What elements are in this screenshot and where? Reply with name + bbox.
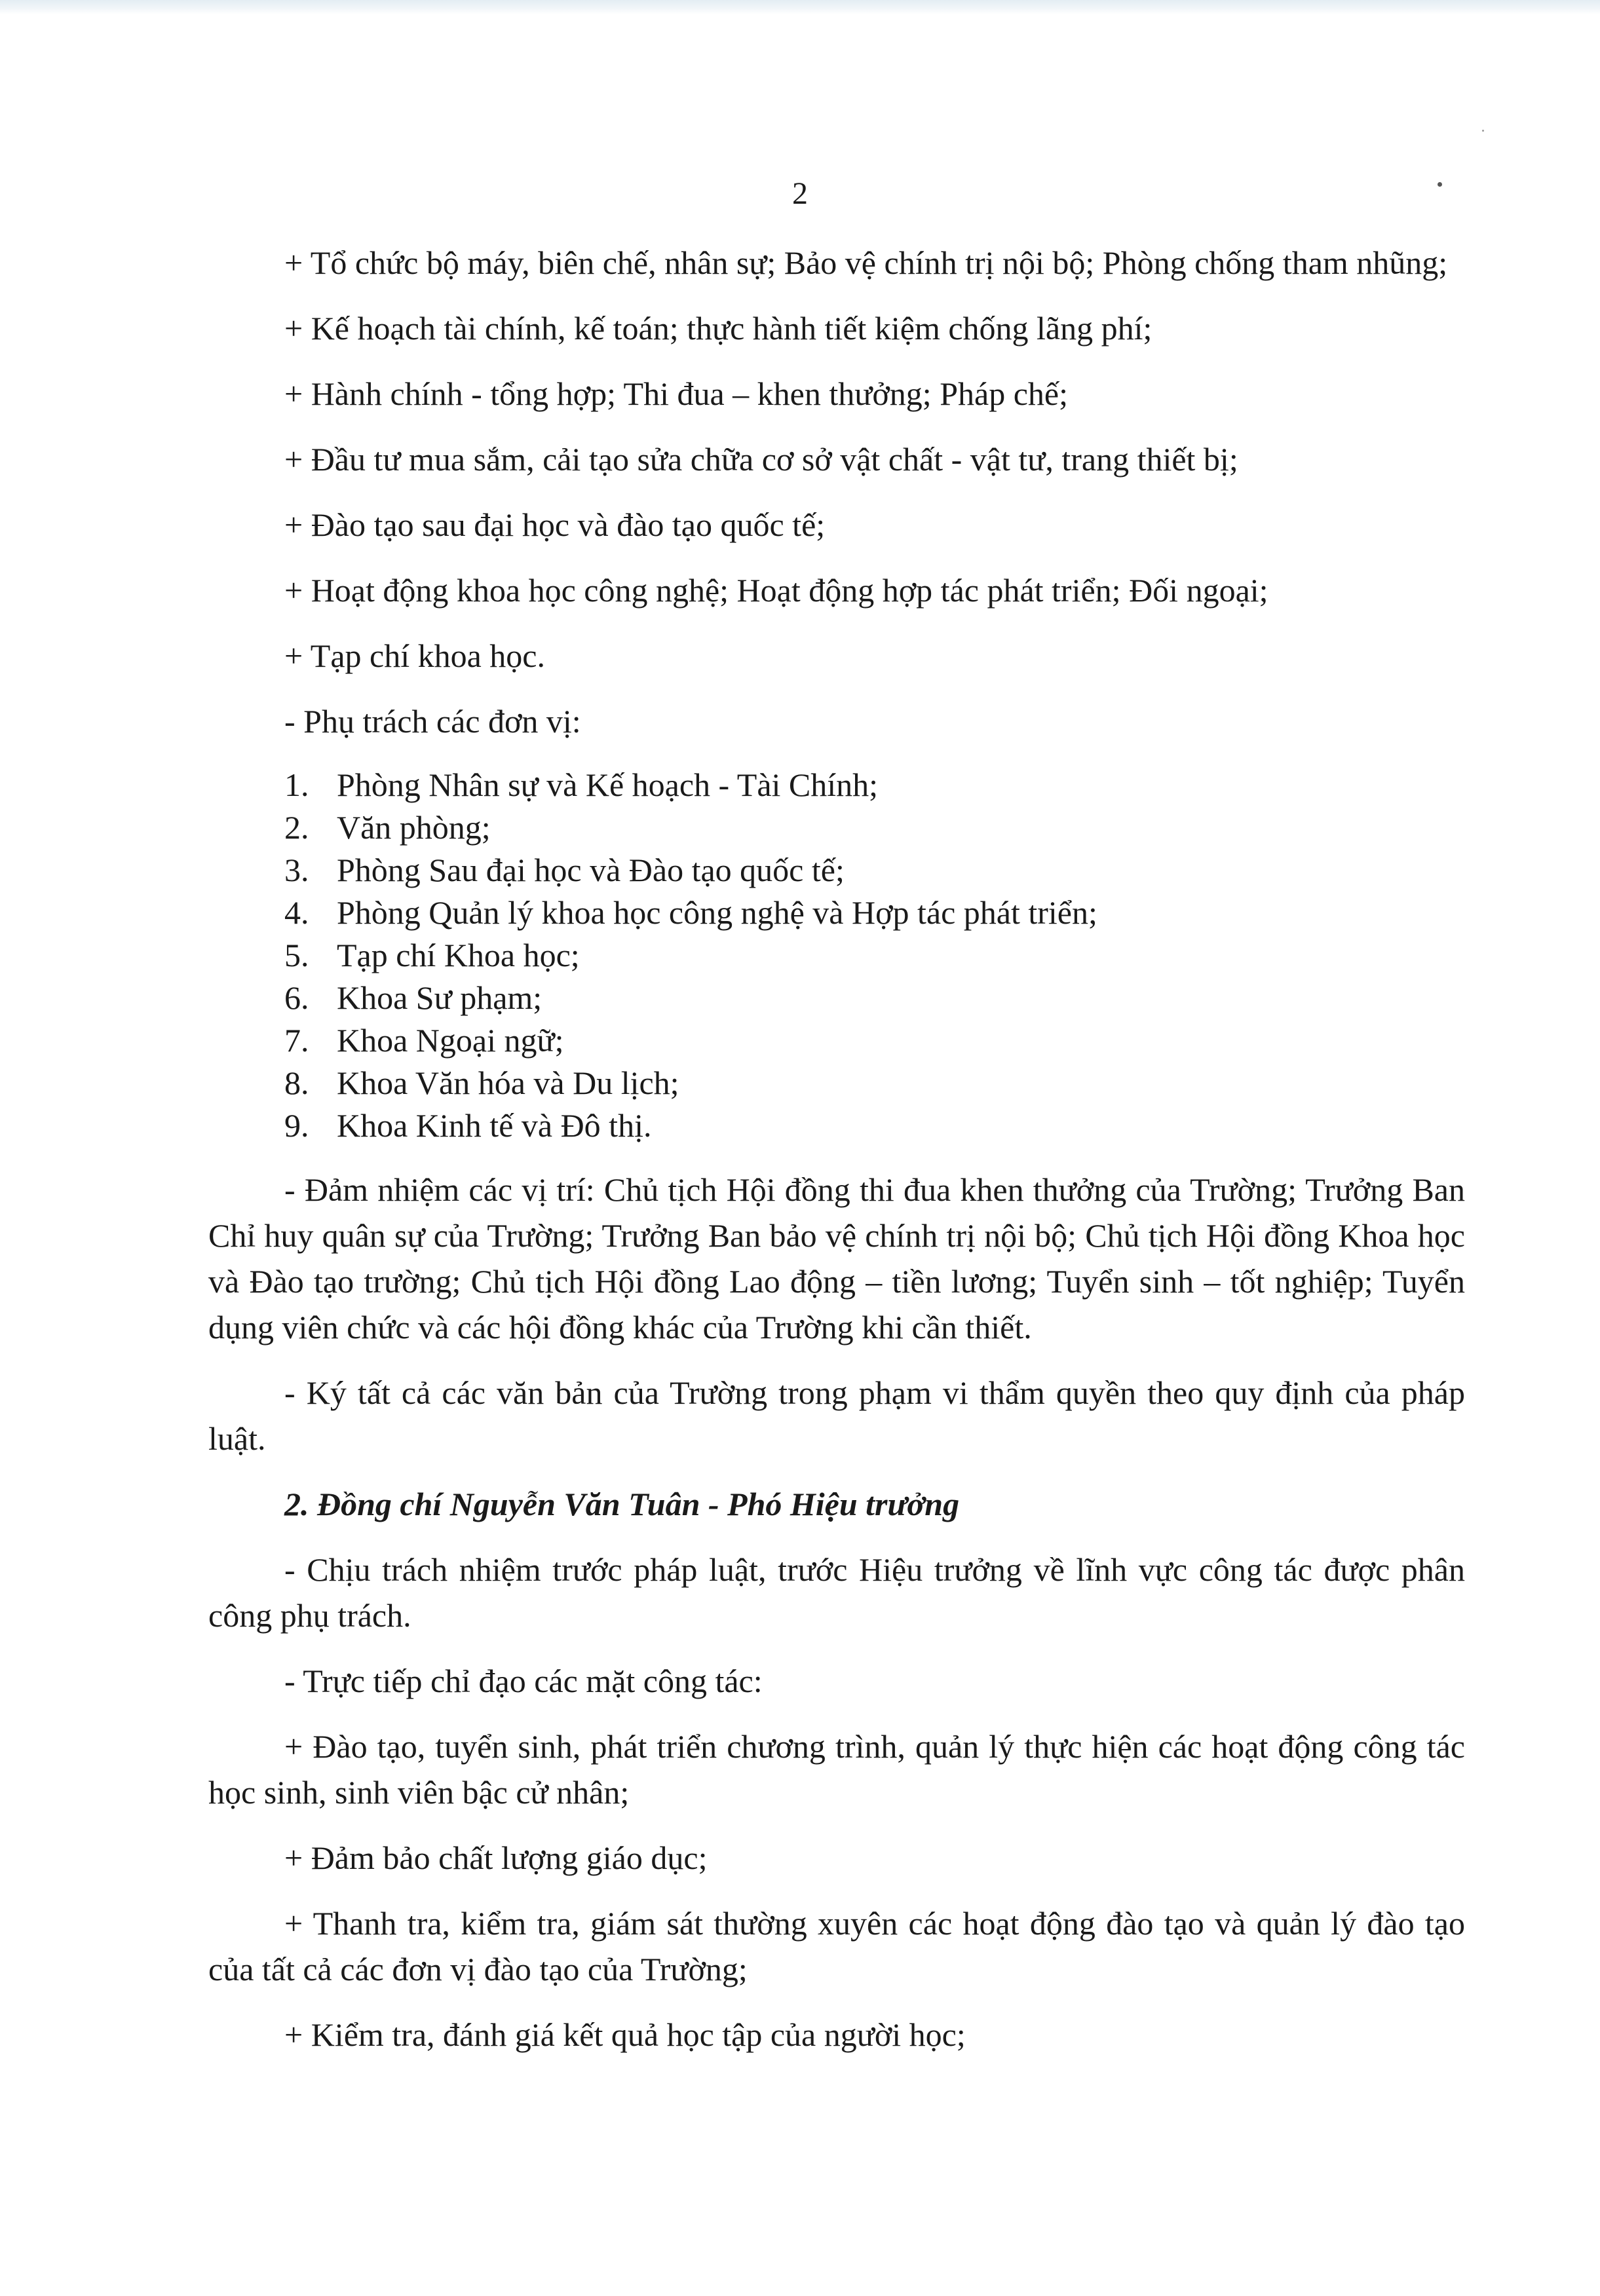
duty-item-personnel: + Tổ chức bộ máy, biên chế, nhân sự; Bảo vệ chính trị nội bộ; Phòng chống tham nhũng; — [284, 244, 1448, 281]
duty-item-inspection: + Thanh tra, kiểm tra, giám sát thường xuyên các hoạt động đào tạo và quản lý đào tạo của tất cả các đơn vị đào tạo của Trường; — [208, 1905, 1465, 1987]
duty-item-assessment: + Kiểm tra, đánh giá kết quả học tập của người học; — [284, 2016, 966, 2053]
list-item — [208, 1062, 1465, 1104]
scan-speck-mark — [1482, 130, 1484, 132]
list-item — [208, 849, 1465, 892]
duty-item-investment: + Đầu tư mua sắm, cải tạo sửa chữa cơ sở vật chất - vật tư, trang thiết bị; — [284, 441, 1238, 478]
list-item — [208, 1019, 1465, 1062]
list-item-text: Phòng Nhân sự và Kế hoạch - Tài Chính; — [337, 766, 879, 803]
list-item-text: Khoa Kinh tế và Đô thị. — [337, 1107, 652, 1144]
list-item — [208, 892, 1465, 934]
list-item-text: Phòng Quản lý khoa học công nghệ và Hợp tác phát triển; — [337, 894, 1097, 931]
direct-duties-intro: - Trực tiếp chỉ đạo các mặt công tác: — [284, 1663, 763, 1699]
signing-authority-paragraph: - Ký tất cả các văn bản của Trường trong phạm vi thẩm quyền theo quy định của pháp luật. — [208, 1374, 1465, 1457]
duty-item-science: + Hoạt động khoa học công nghệ; Hoạt động hợp tác phát triển; Đối ngoại; — [284, 572, 1268, 609]
responsibility-paragraph: - Chịu trách nhiệm trước pháp luật, trước Hiệu trưởng về lĩnh vực công tác được phân công phụ trách. — [208, 1551, 1465, 1634]
list-item — [208, 764, 1465, 806]
duty-item-training: + Đào tạo, tuyển sinh, phát triển chương trình, quản lý thực hiện các hoạt động công tác học sinh, sinh viên bậc cử nhân; — [208, 1728, 1465, 1811]
list-item — [208, 934, 1465, 977]
list-item-number: 3. — [284, 852, 309, 888]
duty-item-journal: + Tạp chí khoa học. — [284, 637, 545, 674]
units-list — [208, 764, 1465, 1147]
duty-item-postgraduate: + Đào tạo sau đại học và đào tạo quốc tế; — [284, 506, 826, 543]
duty-item-finance: + Kế hoạch tài chính, kế toán; thực hành tiết kiệm chống lãng phí; — [284, 310, 1152, 347]
page-number: 2 — [792, 176, 808, 211]
list-item-text: Tạp chí Khoa học; — [337, 937, 580, 973]
list-item-number: 4. — [284, 894, 309, 931]
list-item-text: Khoa Ngoại ngữ; — [337, 1022, 564, 1059]
list-item-text: Khoa Văn hóa và Du lịch; — [337, 1064, 679, 1101]
list-item-number: 5. — [284, 937, 309, 973]
duty-item-quality: + Đảm bảo chất lượng giáo dục; — [284, 1839, 708, 1876]
list-item-text: Khoa Sư phạm; — [337, 979, 543, 1016]
list-item-number: 1. — [284, 766, 309, 803]
list-item-number: 2. — [284, 809, 309, 846]
document-body — [208, 240, 1465, 2077]
list-item-text: Văn phòng; — [337, 809, 491, 846]
positions-paragraph: - Đảm nhiệm các vị trí: Chủ tịch Hội đồng thi đua khen thưởng của Trường; Trưởng Ban Chỉ huy quân sự của Trường; Trưởng Ban bảo vệ chính trị nội bộ; Chủ tịch Hội đồng Khoa học và Đào tạo trường; Chủ tịch Hội đồng Lao động – tiền lương; Tuyển sinh – tốt nghiệp; Tuyển dụng viên chức và các hội đồng khác của Trường khi cần thiết. — [208, 1171, 1465, 1346]
list-item — [208, 806, 1465, 849]
list-item-number: 9. — [284, 1107, 309, 1144]
scan-top-edge — [0, 0, 1600, 14]
list-item — [208, 977, 1465, 1019]
list-item-number: 6. — [284, 979, 309, 1016]
list-item-number: 7. — [284, 1022, 309, 1059]
duty-item-administration: + Hành chính - tổng hợp; Thi đua – khen thưởng; Pháp chế; — [284, 375, 1068, 412]
section-heading: 2. Đồng chí Nguyễn Văn Tuân - Phó Hiệu trưởng — [284, 1486, 960, 1522]
list-item-number: 8. — [284, 1064, 309, 1101]
list-item — [208, 1104, 1465, 1147]
units-intro: - Phụ trách các đơn vị: — [284, 703, 581, 740]
list-item-text: Phòng Sau đại học và Đào tạo quốc tế; — [337, 852, 845, 888]
